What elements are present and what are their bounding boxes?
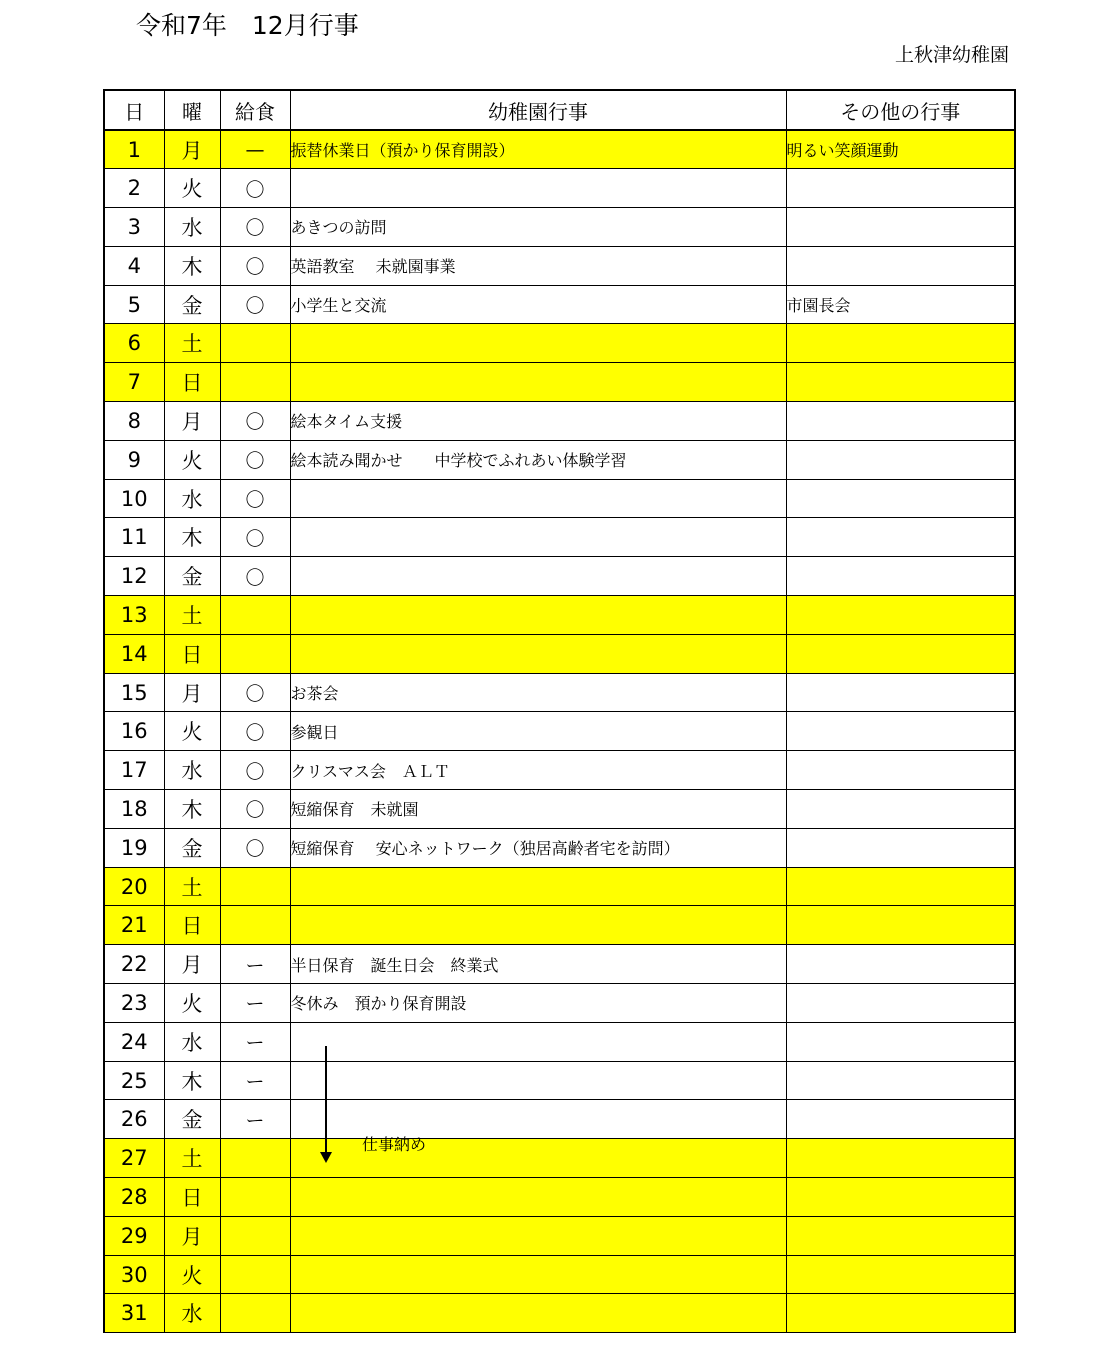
table-row	[104, 673, 1015, 712]
weekday-cell: 木	[164, 246, 220, 285]
kindergarten-event-cell: 振替休業日（預かり保育開設）	[290, 130, 786, 169]
lunch-cell: ー	[220, 1100, 290, 1139]
lunch-cell	[220, 1216, 290, 1255]
kindergarten-event-cell	[290, 1294, 786, 1333]
weekday-cell: 月	[164, 402, 220, 441]
kindergarten-event-cell	[290, 906, 786, 945]
col-header-other-events: その他の行事	[786, 90, 1015, 130]
table-row	[104, 1100, 1015, 1139]
day-cell: 25	[104, 1061, 164, 1100]
lunch-cell: 〇	[220, 751, 290, 790]
weekday-cell: 土	[164, 324, 220, 363]
table-row	[104, 1216, 1015, 1255]
other-event-cell	[786, 828, 1015, 867]
other-event-cell	[786, 440, 1015, 479]
weekday-cell: 火	[164, 984, 220, 1023]
other-event-cell	[786, 984, 1015, 1023]
day-cell: 13	[104, 596, 164, 635]
day-cell: 22	[104, 945, 164, 984]
lunch-cell	[220, 363, 290, 402]
lunch-cell: 〇	[220, 440, 290, 479]
day-cell: 9	[104, 440, 164, 479]
kindergarten-event-cell	[290, 1061, 786, 1100]
day-cell: 28	[104, 1178, 164, 1217]
table-row	[104, 906, 1015, 945]
table-row	[104, 1255, 1015, 1294]
page-title: 令和7年 12月行事	[136, 11, 359, 40]
weekday-cell: 土	[164, 596, 220, 635]
lunch-cell	[220, 906, 290, 945]
table-row	[104, 984, 1015, 1023]
weekday-cell: 月	[164, 130, 220, 169]
weekday-cell: 水	[164, 751, 220, 790]
other-event-cell	[786, 208, 1015, 247]
other-event-cell	[786, 634, 1015, 673]
kindergarten-event-cell	[290, 1178, 786, 1217]
other-event-cell	[786, 1061, 1015, 1100]
table-row	[104, 440, 1015, 479]
col-header-weekday: 曜	[164, 90, 220, 130]
kindergarten-event-cell	[290, 518, 786, 557]
lunch-cell: 〇	[220, 402, 290, 441]
lunch-cell	[220, 1255, 290, 1294]
other-event-cell	[786, 169, 1015, 208]
table-row	[104, 557, 1015, 596]
weekday-cell: 金	[164, 557, 220, 596]
table-row	[104, 402, 1015, 441]
kindergarten-event-cell: 冬休み 預かり保育開設	[290, 984, 786, 1023]
weekday-cell: 水	[164, 1022, 220, 1061]
table-row	[104, 324, 1015, 363]
table-row	[104, 208, 1015, 247]
kindergarten-event-cell	[290, 1216, 786, 1255]
table-row	[104, 1139, 1015, 1178]
weekday-cell: 月	[164, 1216, 220, 1255]
kindergarten-event-cell: クリスマス会 ＡＬＴ	[290, 751, 786, 790]
other-event-cell	[786, 324, 1015, 363]
weekday-cell: 水	[164, 479, 220, 518]
day-cell: 20	[104, 867, 164, 906]
weekday-cell: 火	[164, 169, 220, 208]
table-row	[104, 1061, 1015, 1100]
table-row	[104, 285, 1015, 324]
day-cell: 31	[104, 1294, 164, 1333]
other-event-cell	[786, 363, 1015, 402]
lunch-cell	[220, 324, 290, 363]
day-cell: 15	[104, 673, 164, 712]
other-event-cell: 市園長会	[786, 285, 1015, 324]
other-event-cell	[786, 867, 1015, 906]
other-event-cell	[786, 518, 1015, 557]
kindergarten-event-cell: 絵本読み聞かせ 中学校でふれあい体験学習	[290, 440, 786, 479]
lunch-cell	[220, 1139, 290, 1178]
day-cell: 21	[104, 906, 164, 945]
lunch-cell: 〇	[220, 246, 290, 285]
kindergarten-event-cell	[290, 1255, 786, 1294]
kindergarten-event-cell	[290, 557, 786, 596]
other-event-cell	[786, 1022, 1015, 1061]
other-event-cell	[786, 712, 1015, 751]
day-cell: 6	[104, 324, 164, 363]
day-cell: 1	[104, 130, 164, 169]
arrow-down-icon	[320, 1152, 332, 1163]
table-row	[104, 867, 1015, 906]
day-cell: 2	[104, 169, 164, 208]
table-row	[104, 1178, 1015, 1217]
weekday-cell: 月	[164, 673, 220, 712]
day-cell: 27	[104, 1139, 164, 1178]
lunch-cell	[220, 634, 290, 673]
other-event-cell	[786, 906, 1015, 945]
other-event-cell	[786, 402, 1015, 441]
table-row	[104, 634, 1015, 673]
lunch-cell: 〇	[220, 673, 290, 712]
weekday-cell: 日	[164, 1178, 220, 1217]
lunch-cell: 〇	[220, 208, 290, 247]
day-cell: 10	[104, 479, 164, 518]
lunch-cell	[220, 596, 290, 635]
lunch-cell: ー	[220, 1022, 290, 1061]
kindergarten-event-cell: 絵本タイム支援	[290, 402, 786, 441]
kindergarten-event-cell	[290, 169, 786, 208]
weekday-cell: 木	[164, 790, 220, 829]
table-row	[104, 712, 1015, 751]
table-row	[104, 169, 1015, 208]
weekday-cell: 月	[164, 945, 220, 984]
lunch-cell: ー	[220, 945, 290, 984]
weekday-cell: 水	[164, 1294, 220, 1333]
day-cell: 18	[104, 790, 164, 829]
weekday-cell: 金	[164, 285, 220, 324]
day-cell: 4	[104, 246, 164, 285]
other-event-cell	[786, 673, 1015, 712]
table-row	[104, 1294, 1015, 1333]
day-cell: 3	[104, 208, 164, 247]
other-event-cell	[786, 1178, 1015, 1217]
col-header-day: 日	[104, 90, 164, 130]
header-row	[104, 90, 1015, 130]
kindergarten-event-cell: 短縮保育 安心ネットワーク（独居高齢者宅を訪問）	[290, 828, 786, 867]
table-row	[104, 828, 1015, 867]
lunch-cell	[220, 867, 290, 906]
table-row	[104, 479, 1015, 518]
day-cell: 7	[104, 363, 164, 402]
weekday-cell: 金	[164, 1100, 220, 1139]
day-cell: 11	[104, 518, 164, 557]
other-event-cell	[786, 1255, 1015, 1294]
table-row	[104, 130, 1015, 169]
table-row	[104, 596, 1015, 635]
lunch-cell: 〇	[220, 790, 290, 829]
weekday-cell: 火	[164, 1255, 220, 1294]
weekday-cell: 土	[164, 1139, 220, 1178]
table-row	[104, 363, 1015, 402]
kindergarten-event-cell: あきつの訪問	[290, 208, 786, 247]
work-end-note: 仕事納め	[362, 1135, 427, 1154]
lunch-cell: 〇	[220, 169, 290, 208]
weekday-cell: 火	[164, 712, 220, 751]
other-event-cell	[786, 557, 1015, 596]
weekday-cell: 日	[164, 906, 220, 945]
col-header-lunch: 給食	[220, 90, 290, 130]
weekday-cell: 日	[164, 363, 220, 402]
lunch-cell: ー	[220, 984, 290, 1023]
lunch-cell: —	[220, 130, 290, 169]
school-name: 上秋津幼稚園	[894, 44, 1009, 66]
other-event-cell	[786, 479, 1015, 518]
day-cell: 5	[104, 285, 164, 324]
kindergarten-event-cell: 短縮保育 未就園	[290, 790, 786, 829]
other-event-cell	[786, 945, 1015, 984]
kindergarten-event-cell: 英語教室 未就園事業	[290, 246, 786, 285]
weekday-cell: 火	[164, 440, 220, 479]
lunch-cell	[220, 1178, 290, 1217]
table-row	[104, 751, 1015, 790]
day-cell: 14	[104, 634, 164, 673]
weekday-cell: 土	[164, 867, 220, 906]
table-row	[104, 246, 1015, 285]
weekday-cell: 木	[164, 518, 220, 557]
weekday-cell: 木	[164, 1061, 220, 1100]
table-row	[104, 790, 1015, 829]
day-cell: 19	[104, 828, 164, 867]
lunch-cell: 〇	[220, 285, 290, 324]
other-event-cell	[786, 790, 1015, 829]
kindergarten-event-cell	[290, 596, 786, 635]
day-cell: 24	[104, 1022, 164, 1061]
kindergarten-event-cell: 半日保育 誕生日会 終業式	[290, 945, 786, 984]
other-event-cell: 明るい笑顔運動	[786, 130, 1015, 169]
lunch-cell: 〇	[220, 479, 290, 518]
day-cell: 23	[104, 984, 164, 1023]
weekday-cell: 金	[164, 828, 220, 867]
table-row	[104, 945, 1015, 984]
other-event-cell	[786, 596, 1015, 635]
lunch-cell: 〇	[220, 518, 290, 557]
weekday-cell: 日	[164, 634, 220, 673]
kindergarten-event-cell	[290, 634, 786, 673]
kindergarten-event-cell: 小学生と交流	[290, 285, 786, 324]
other-event-cell	[786, 1100, 1015, 1139]
day-cell: 26	[104, 1100, 164, 1139]
lunch-cell: 〇	[220, 712, 290, 751]
other-event-cell	[786, 1139, 1015, 1178]
kindergarten-event-cell	[290, 324, 786, 363]
other-event-cell	[786, 751, 1015, 790]
other-event-cell	[786, 1294, 1015, 1333]
lunch-cell	[220, 1294, 290, 1333]
table-row	[104, 1022, 1015, 1061]
weekday-cell: 水	[164, 208, 220, 247]
lunch-cell: 〇	[220, 557, 290, 596]
kindergarten-event-cell	[290, 363, 786, 402]
day-cell: 30	[104, 1255, 164, 1294]
lunch-cell: 〇	[220, 828, 290, 867]
kindergarten-event-cell: お茶会	[290, 673, 786, 712]
other-event-cell	[786, 1216, 1015, 1255]
continuation-arrow-line	[325, 1046, 327, 1154]
schedule-table	[103, 89, 1016, 1333]
col-header-kindergarten-events: 幼稚園行事	[290, 90, 786, 130]
kindergarten-event-cell	[290, 479, 786, 518]
day-cell: 29	[104, 1216, 164, 1255]
day-cell: 8	[104, 402, 164, 441]
kindergarten-event-cell: 参観日	[290, 712, 786, 751]
other-event-cell	[786, 246, 1015, 285]
day-cell: 12	[104, 557, 164, 596]
kindergarten-event-cell	[290, 867, 786, 906]
table-row	[104, 518, 1015, 557]
day-cell: 16	[104, 712, 164, 751]
lunch-cell: ー	[220, 1061, 290, 1100]
kindergarten-event-cell	[290, 1022, 786, 1061]
day-cell: 17	[104, 751, 164, 790]
